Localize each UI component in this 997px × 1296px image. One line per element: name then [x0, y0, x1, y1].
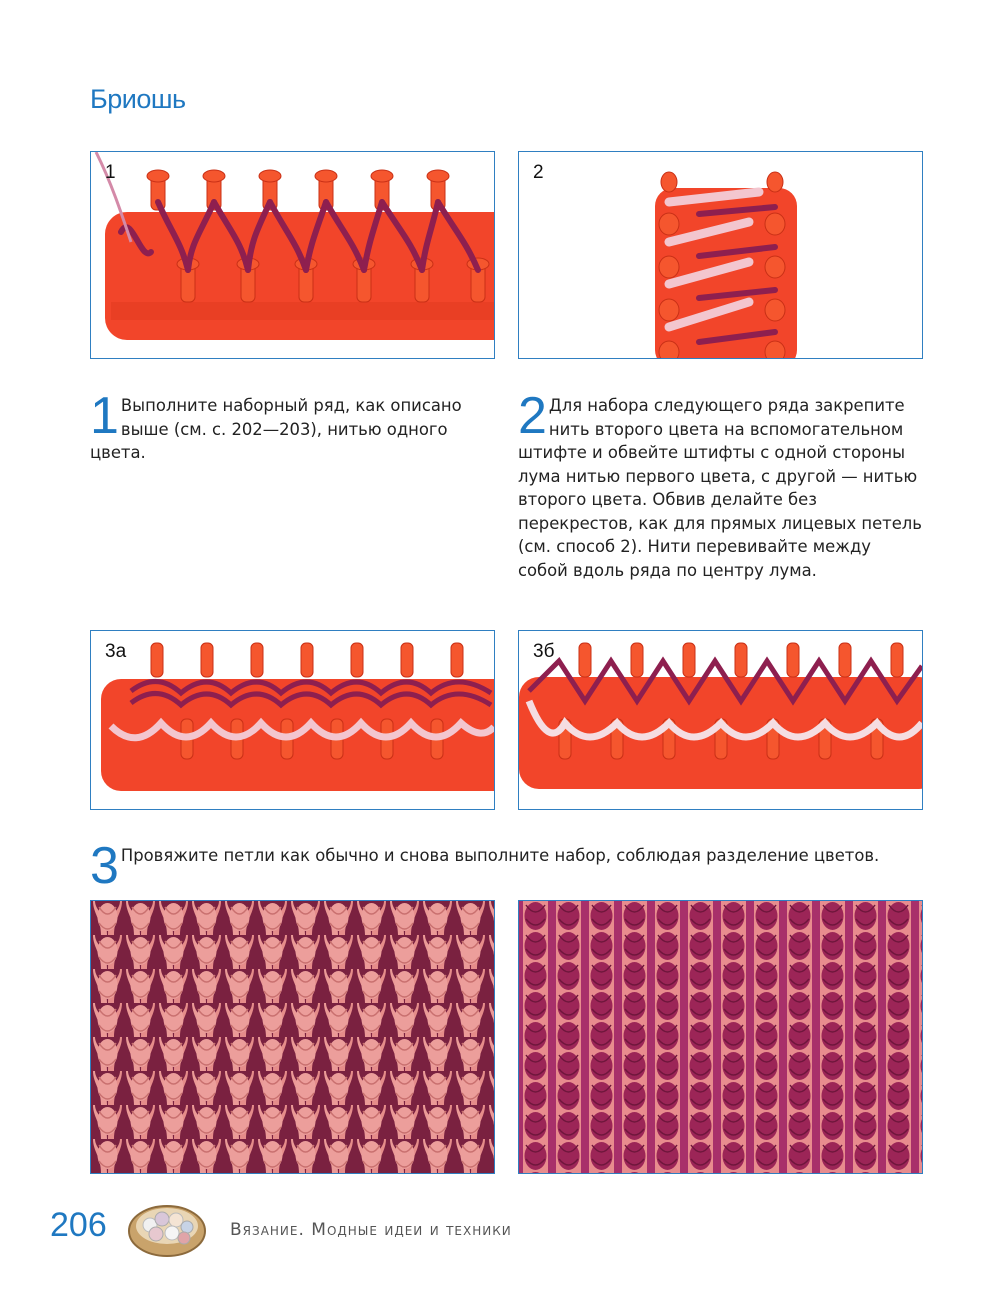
knit-swatch-pink — [90, 900, 495, 1174]
figure-2-loom-two-colors — [518, 151, 923, 359]
step-2 — [518, 387, 923, 582]
figure-3b-label: 3б — [533, 641, 555, 662]
figure-3a-loom — [90, 630, 495, 810]
step-3-number: 3 — [90, 837, 119, 895]
step-3-text: Провяжите петли как обычно и снова выполните набор, соблюдая разделение цветов. — [120, 846, 880, 865]
step-3 — [90, 837, 920, 895]
loom-photo-3b — [519, 631, 922, 809]
step-2-number: 2 — [518, 387, 547, 445]
step-1-number: 1 — [90, 387, 119, 445]
loom-photo-2 — [519, 152, 922, 358]
page-number: 206 — [50, 1206, 107, 1244]
step-2-text: Для набора следующего ряда закрепите нить второго цвета на вспомогательном штифте и обвейте штифты с одной стороны лума нитью первого цвета, с другой — нитью второго цвета. Обвив делайте без перекрестов, как для прямых лицевых петель (см. способ 2). Нити перевивайте между собой вдоль ряда по центру лума. — [518, 396, 922, 580]
figure-1-label: 1 — [105, 162, 116, 183]
section-title: Бриошь — [90, 84, 186, 114]
loom-photo-1 — [91, 152, 494, 358]
step-1-text: Выполните наборный ряд, как описано выше (см. с. 202—203), нитью одного цвета. — [90, 396, 462, 462]
figure-3a-label: 3a — [105, 641, 127, 662]
knit-swatch-magenta-image — [519, 901, 922, 1173]
book-title: Вязание. Модные идеи и техники — [230, 1220, 512, 1240]
knit-swatch-pink-image — [91, 901, 494, 1173]
knit-swatch-magenta — [518, 900, 923, 1174]
figure-3b-loom — [518, 630, 923, 810]
step-1 — [90, 387, 495, 465]
figure-2-label: 2 — [533, 162, 544, 183]
yarn-basket-icon — [126, 1193, 208, 1259]
figure-1-loom-cast-on — [90, 151, 495, 359]
loom-photo-3a — [91, 631, 494, 809]
